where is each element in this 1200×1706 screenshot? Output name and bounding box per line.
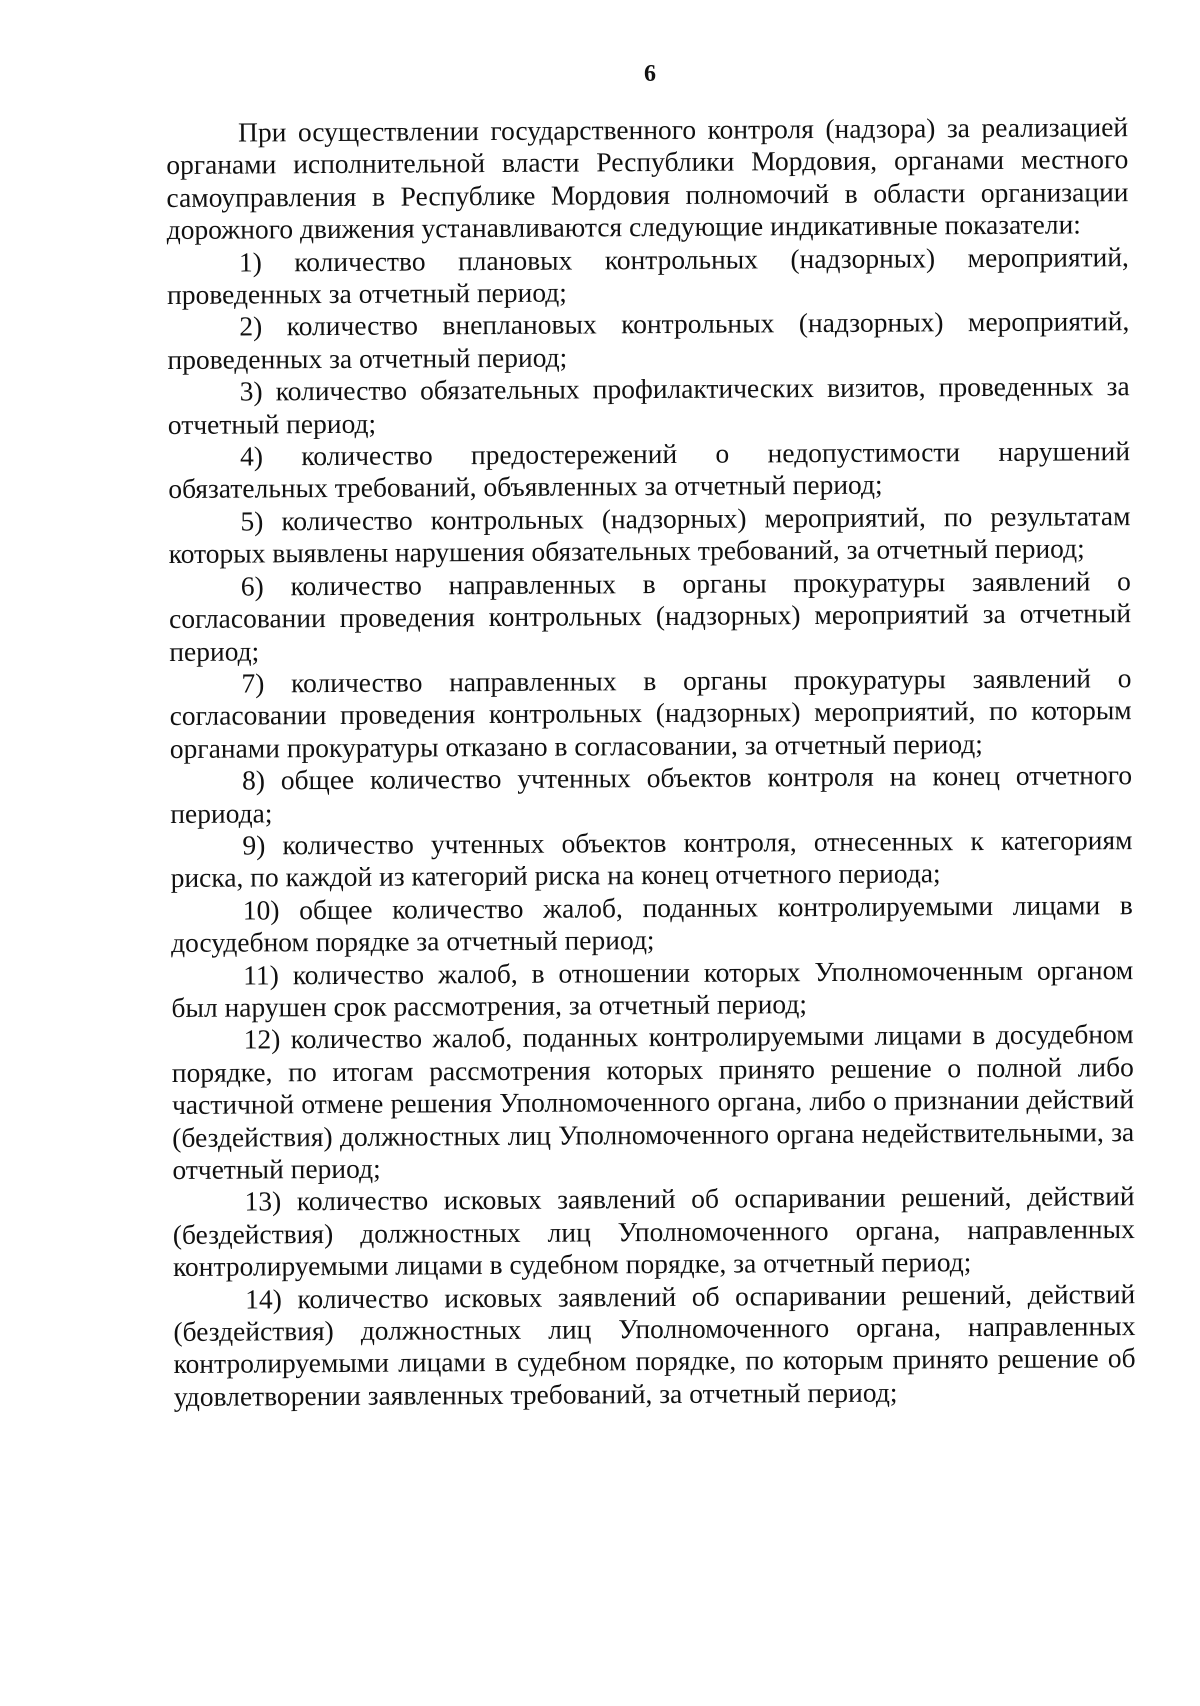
document-body [166, 111, 1136, 1413]
indicator-item-5: 5) количество контрольных (надзорных) мероприятий, по результатам которых выявлены нарушения обязательных требований, за отчетный период; [168, 499, 1131, 570]
indicator-item-14: 14) количество исковых заявлений об оспаривании решений, действий (бездействия) должностных лиц Уполномоченного органа, направленных контролируемыми лицами в судебном порядке, по которым принято решение об удовлетворении заявленных требований, за отчетный период; [173, 1277, 1136, 1412]
indicator-item-10: 10) общее количество жалоб, поданных контролируемыми лицами в досудебном порядке за отчетный период; [170, 888, 1133, 959]
indicator-item-1: 1) количество плановых контрольных (надзорных) мероприятий, проведенных за отчетный период; [166, 240, 1129, 311]
indicator-item-3: 3) количество обязательных профилактических визитов, проведенных за отчетный период; [167, 370, 1130, 440]
indicator-item-11: 11) количество жалоб, в отношении которых Уполномоченным органом был нарушен срок рассмотрения, за отчетный период; [171, 953, 1134, 1023]
indicator-item-9: 9) количество учтенных объектов контроля, отнесенных к категориям риска, по каждой из категорий риска на конец отчетного периода; [170, 824, 1133, 894]
indicator-item-12: 12) количество жалоб, поданных контролируемыми лицами в досудебном порядке, по итогам рассмотрения которых принято решение о полной либо частичной отмене решения Уполномоченного органа, либо о признании действий (бездействия) должностных лиц Уполномоченного органа недействительными, за отчетный период; [171, 1018, 1135, 1185]
indicator-item-2: 2) количество внеплановых контрольных (надзорных) мероприятий, проведенных за отчетный период; [167, 305, 1130, 375]
indicator-item-7: 7) количество направленных в органы прокуратуры заявлений о согласовании проведения контрольных (надзорных) мероприятий, по которым органами прокуратуры отказано в согласовании, за отчетный период; [169, 662, 1132, 764]
indicator-item-6: 6) количество направленных в органы прокуратуры заявлений о согласовании проведения контрольных (надзорных) мероприятий за отчетный период; [168, 564, 1132, 667]
intro-paragraph: При осуществлении государственного контроля (надзора) за реализацией органами исполнительной власти Республики Мордовия, органами местного самоуправления в Республике Мордовия полномочий в области организации дорожного движения устанавливаются следующие индикативные показатели: [166, 111, 1129, 246]
indicator-item-4: 4) количество предостережений о недопустимости нарушений обязательных требований, объявленных за отчетный период; [168, 435, 1131, 505]
page-number: 6 [644, 61, 656, 87]
indicator-item-8: 8) общее количество учтенных объектов контроля на конец отчетного периода; [170, 759, 1133, 829]
indicator-item-13: 13) количество исковых заявлений об оспаривании решений, действий (бездействия) должностных лиц Уполномоченного органа, направленных контролируемыми лицами в судебном порядке, за отчетный период; [172, 1180, 1135, 1283]
